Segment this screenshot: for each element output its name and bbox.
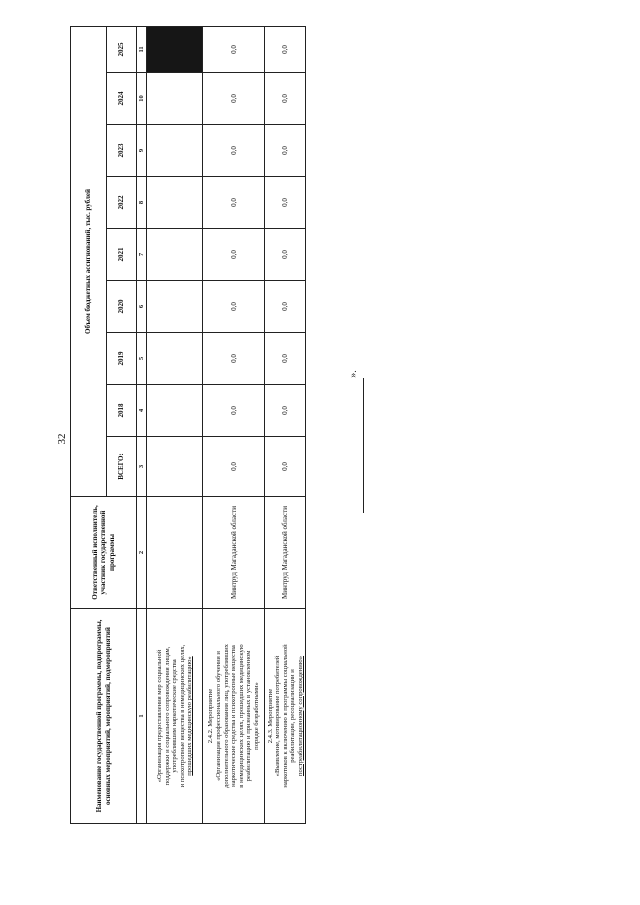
column-number: 8: [137, 177, 147, 229]
closing-rule-line: [363, 378, 364, 513]
row-text-line: употреблявшим наркотические средства: [171, 659, 179, 773]
header-year: 2024: [107, 73, 137, 125]
value-year: 0,0: [203, 229, 265, 281]
table-row: [147, 26, 203, 823]
value-year: 0,0: [203, 385, 265, 437]
budget-table-wrapper: [70, 27, 304, 824]
value-year: 0,0: [265, 385, 306, 437]
row-text-line: «Организация профессионального обучения и: [215, 651, 223, 781]
value-year: [147, 385, 203, 437]
row-text-line: реабилитацию и признанных в установленном: [245, 650, 253, 782]
column-number: 1: [137, 609, 147, 824]
header-year: 2018: [107, 385, 137, 437]
value-year: [147, 125, 203, 177]
column-number-row: [137, 26, 147, 823]
header-year: 2019: [107, 333, 137, 385]
value-year: 0,0: [265, 73, 306, 125]
value-year: 0,0: [203, 177, 265, 229]
value-year: 0,0: [265, 229, 306, 281]
column-number: 9: [137, 125, 147, 177]
table-row: [265, 26, 306, 823]
row-text-line: постреабилитационному сопровождению»: [296, 655, 304, 777]
row-text-line: дополнительного образования лиц, употреблявших: [222, 644, 230, 788]
row-text-line: «Организация предоставления мер социальной: [156, 649, 164, 783]
value-year: [147, 333, 203, 385]
row-executor: Минтруд Магаданской области: [203, 497, 265, 609]
row-text-line: поддержки и социального сопровождения лицам,: [163, 646, 171, 786]
row-text-line: наркотиков к включению в программы социальной: [281, 644, 289, 788]
column-number: 7: [137, 229, 147, 281]
value-year: 0,0: [203, 73, 265, 125]
value-total: 0,0: [265, 437, 306, 497]
header-name: Наименование государственной программы, подпрограммы, основных мероприятий, мероприятий, подмероприятий: [71, 609, 137, 824]
column-number: 11: [137, 26, 147, 72]
row-text-line: и психотропные вещества в немедицинских целях,: [178, 644, 186, 788]
column-number: 3: [137, 437, 147, 497]
header-executor: Ответственный исполнитель, участник государственной программы: [71, 497, 137, 609]
row-executor: [147, 497, 203, 609]
header-year: 2021: [107, 229, 137, 281]
row-name-cell: [147, 609, 203, 824]
budget-table: [70, 26, 306, 824]
header-total: ВСЕГО:: [107, 437, 137, 497]
value-year: [147, 229, 203, 281]
value-year: 0,0: [203, 333, 265, 385]
column-number: 5: [137, 333, 147, 385]
value-year: 0,0: [265, 26, 306, 72]
header-year: 2025: [107, 26, 137, 72]
value-total: 0,0: [203, 437, 265, 497]
closing-quote-mark: ».: [347, 370, 359, 378]
row-text-line: в немедицинских целях, прошедших медицинскую: [237, 644, 245, 788]
value-year: [147, 281, 203, 333]
header-year: 2022: [107, 177, 137, 229]
header-row-top: [71, 26, 107, 823]
value-year: 0,0: [265, 281, 306, 333]
value-total: [147, 437, 203, 497]
row-text-line: прошедших медицинскую реабилитацию»: [186, 656, 194, 776]
row-text-line: порядке безработными»: [252, 682, 260, 750]
value-year: 0,0: [265, 333, 306, 385]
value-year: [147, 73, 203, 125]
column-number: 2: [137, 497, 147, 609]
row-name-cell: [265, 609, 306, 824]
value-year: [147, 177, 203, 229]
rotated-table-container: [70, 27, 304, 824]
row-title: 2.4.2. Мероприятие: [207, 688, 215, 744]
page-number: 32: [56, 433, 68, 445]
value-year: 0,0: [203, 125, 265, 177]
row-text-line: наркотические средства и психотропные вещества: [230, 645, 238, 787]
header-budget-group: Объем бюджетных ассигнований, тыс. рублей: [71, 26, 107, 496]
row-text-line: реабилитации, ресоциализации и: [289, 669, 297, 763]
value-year: 0,0: [203, 26, 265, 72]
header-year: 2020: [107, 281, 137, 333]
table-row: [203, 26, 265, 823]
value-year: 0,0: [265, 125, 306, 177]
row-title: 2.4.3. Мероприятие: [266, 688, 274, 744]
row-name-cell: [203, 609, 265, 824]
row-executor: Минтруд Магаданской области: [265, 497, 306, 609]
column-number: 10: [137, 73, 147, 125]
header-year: 2023: [107, 125, 137, 177]
row-text-line: «Выявление, мотивирование потребителей: [274, 655, 282, 777]
column-number: 4: [137, 385, 147, 437]
value-year: 0,0: [265, 177, 306, 229]
value-year: 0,0: [203, 281, 265, 333]
column-number: 6: [137, 281, 147, 333]
value-year: [147, 26, 203, 72]
